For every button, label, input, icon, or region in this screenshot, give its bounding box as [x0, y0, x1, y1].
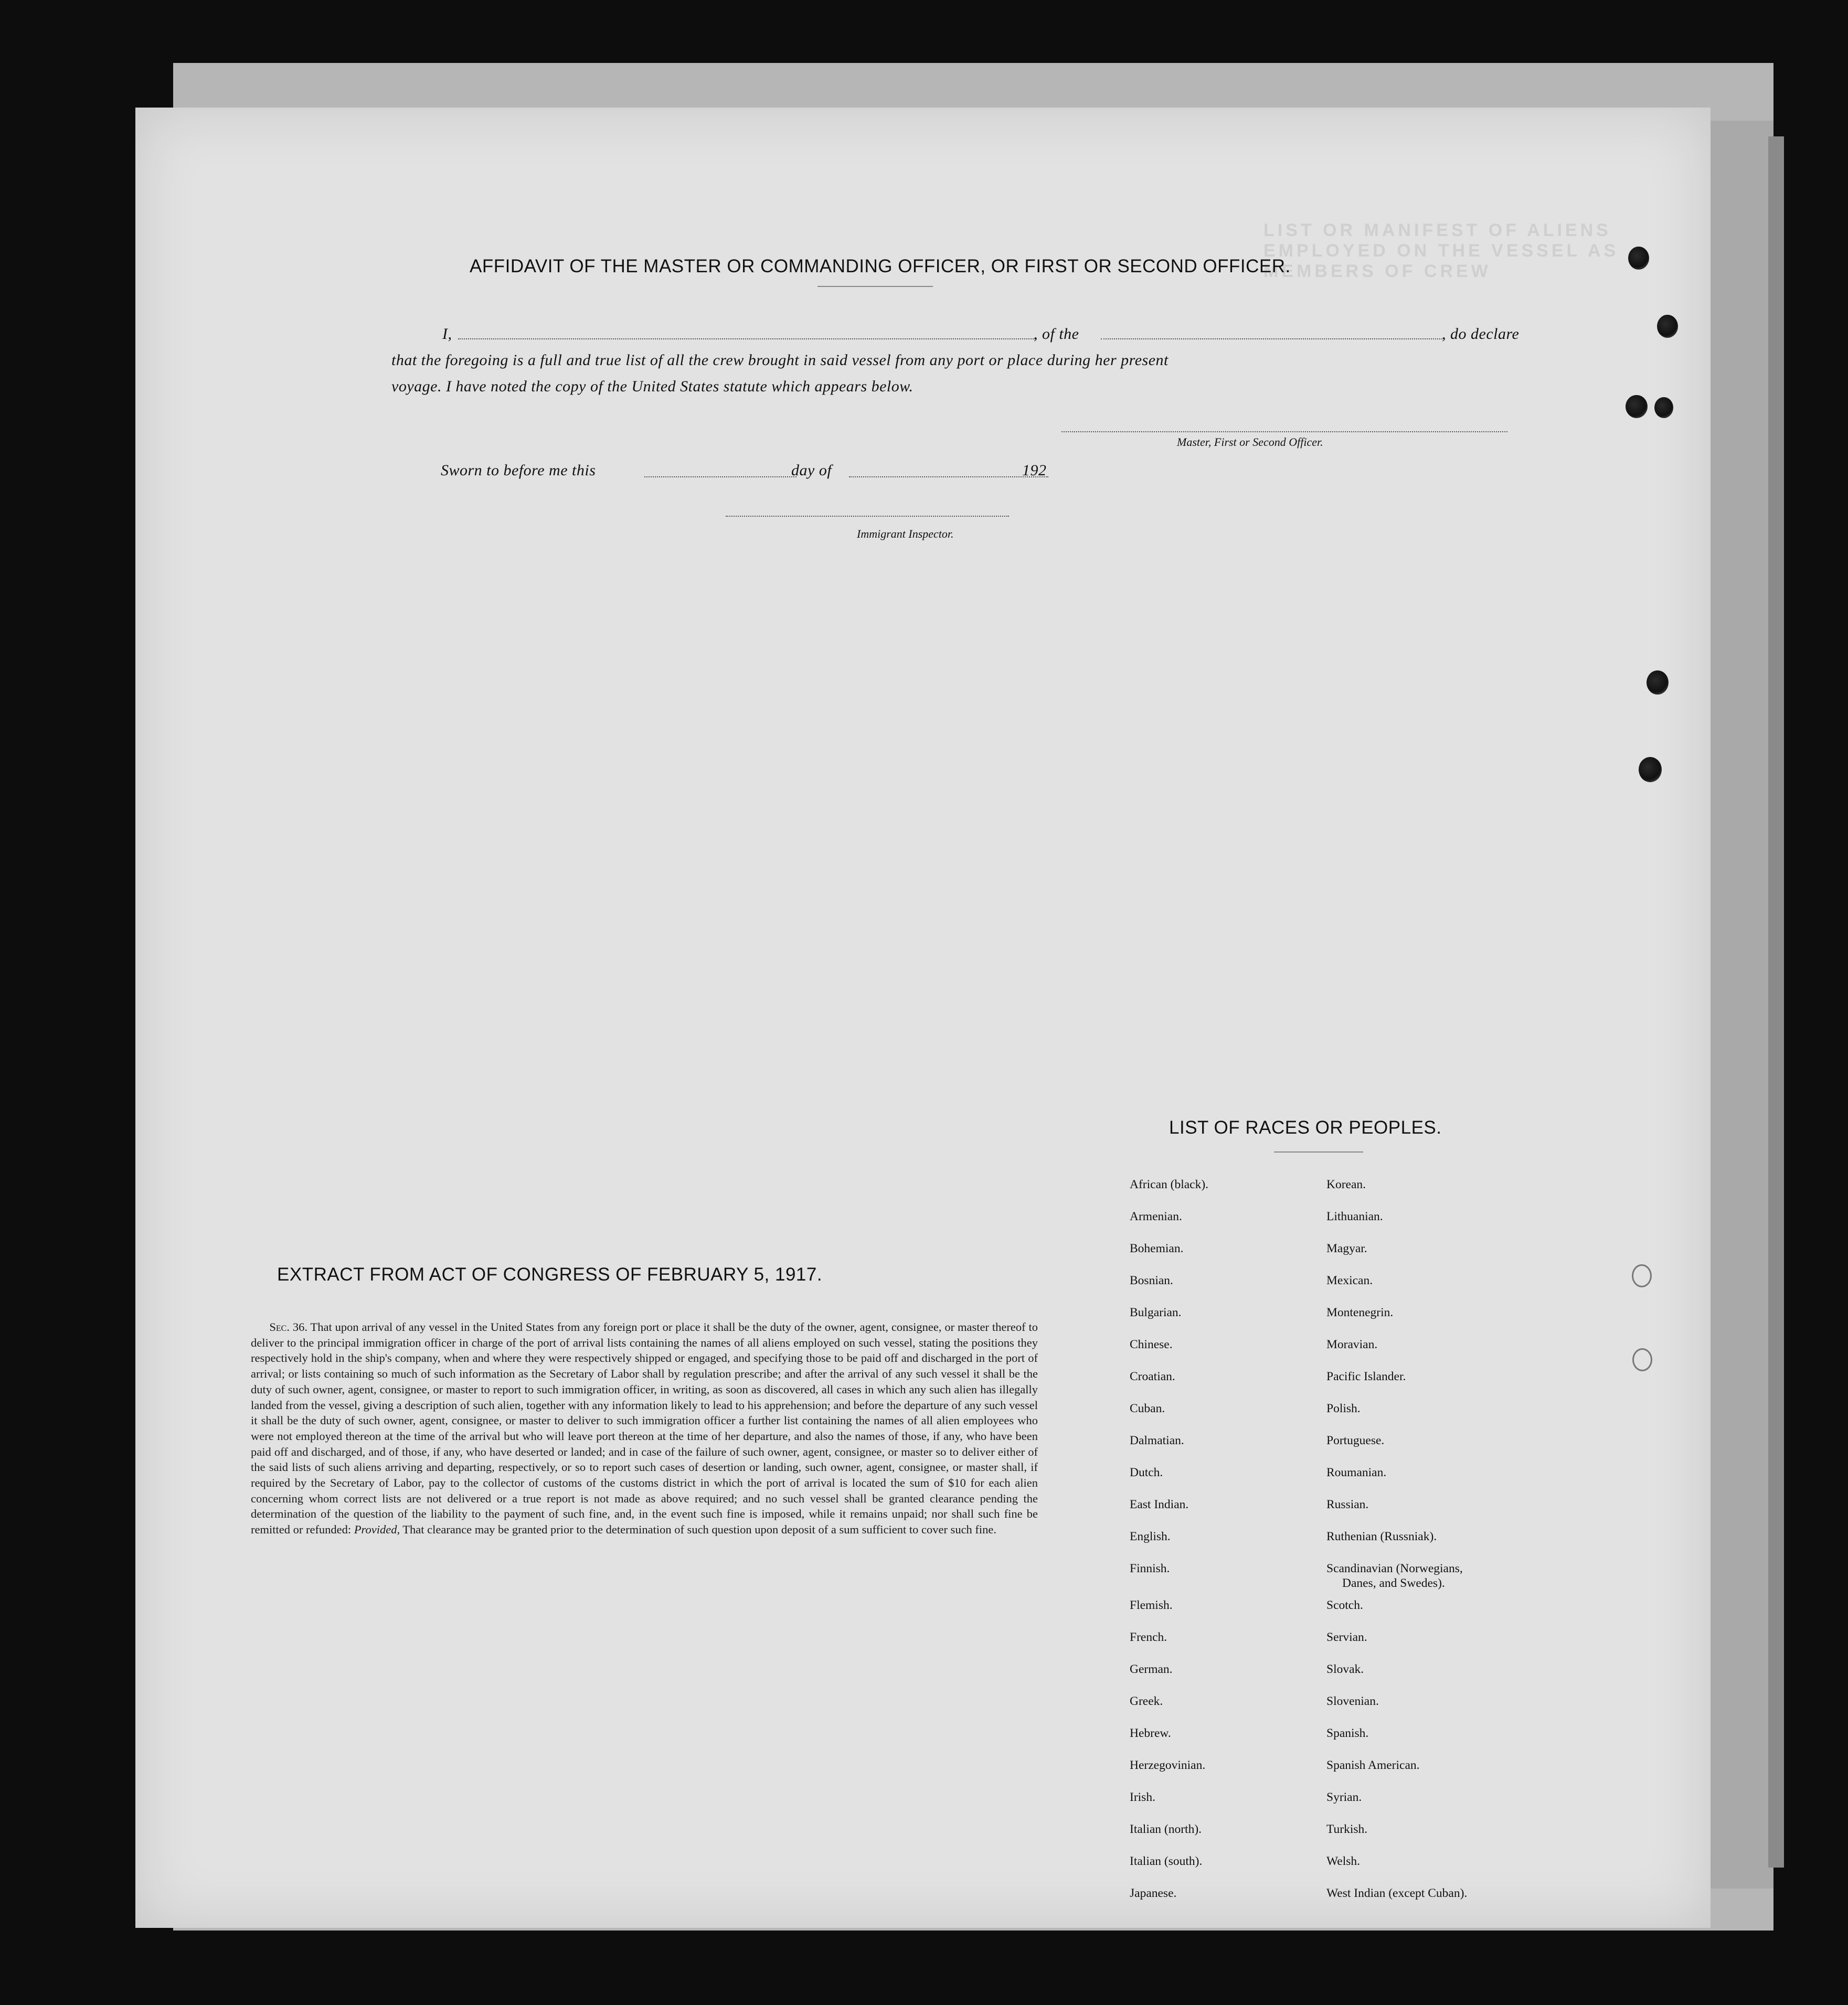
race-item: Italian (south).	[1130, 1854, 1203, 1868]
race-item: Montenegrin.	[1326, 1306, 1394, 1319]
race-item: Servian.	[1326, 1630, 1367, 1644]
extract-text-end: That clearance may be granted prior to the determination of such question upon deposit of a sum sufficient to cover such fine.	[402, 1523, 997, 1537]
punch-hole-reinforced	[1632, 1264, 1652, 1287]
race-item: Moravian.	[1326, 1338, 1378, 1351]
punch-hole	[1639, 757, 1662, 782]
race-item: French.	[1130, 1630, 1167, 1644]
sworn-day-of: day of	[791, 462, 832, 479]
race-item: Greek.	[1130, 1694, 1163, 1708]
document-page	[135, 108, 1711, 1928]
race-item: Ruthenian (Russniak).	[1326, 1530, 1437, 1543]
race-item-scandinavian-continued: Danes, and Swedes).	[1342, 1576, 1445, 1590]
race-item: Hebrew.	[1130, 1726, 1171, 1740]
race-item: Portuguese.	[1326, 1434, 1385, 1447]
race-item: Croatian.	[1130, 1370, 1175, 1383]
race-item: Chinese.	[1130, 1338, 1173, 1351]
race-item: Dalmatian.	[1130, 1434, 1184, 1447]
affidavit-title: AFFIDAVIT OF THE MASTER OR COMMANDING OFFICER, OR FIRST OR SECOND OFFICER.	[470, 256, 1291, 276]
race-item: Bohemian.	[1130, 1242, 1184, 1255]
sworn-day-blank[interactable]	[644, 476, 796, 477]
officer-label: Master, First or Second Officer.	[1177, 435, 1323, 449]
race-item: Syrian.	[1326, 1790, 1362, 1804]
race-item: Spanish.	[1326, 1726, 1369, 1740]
race-item: Japanese.	[1130, 1886, 1177, 1900]
race-item: English.	[1130, 1530, 1171, 1543]
extract-body	[251, 1319, 1038, 1538]
race-item: African (black).	[1130, 1178, 1209, 1191]
back-sheet-shadow	[1768, 136, 1784, 1868]
race-item: Herzegovinian.	[1130, 1758, 1206, 1772]
extract-provided: Provided,	[354, 1523, 400, 1537]
affidavit-line2: that the foregoing is a full and true list of all the crew brought in said vessel from any port or place during her present	[391, 351, 1169, 369]
race-item: Scotch.	[1326, 1598, 1363, 1612]
punch-hole	[1654, 397, 1673, 418]
race-item: Scandinavian (Norwegians,	[1326, 1562, 1463, 1575]
inspector-signature-line[interactable]	[726, 516, 1009, 517]
affidavit-i: I,	[442, 325, 452, 343]
race-item: Russian.	[1326, 1498, 1369, 1511]
punch-hole-reinforced	[1632, 1348, 1652, 1371]
extract-title: EXTRACT FROM ACT OF CONGRESS OF FEBRUARY 5, 1917.	[277, 1264, 823, 1285]
race-item: Armenian.	[1130, 1210, 1182, 1223]
race-item: Mexican.	[1326, 1274, 1373, 1287]
punch-hole	[1647, 670, 1669, 695]
punch-hole	[1628, 247, 1649, 270]
sworn-prefix: Sworn to before me this	[441, 462, 596, 479]
race-item: Italian (north).	[1130, 1822, 1202, 1836]
extract-text: That upon arrival of any vessel in the United States from any foreign port or place it shall be the duty of the owner, agent, consignee, or master thereof to deliver to the principal immigration officer in charge of the port of arrival lists containing the names of all aliens employed on such vessel, stating the positions they respectively hold in the ship's company, when and where they were respectively shipped or engaged, and specifying those to be paid off and discharged in the port of arrival; or lists containing so much of such information as the Secretary of Labor shall by regulation prescribe; and after the arrival of any such vessel it shall be the duty of such owner, agent, consignee, or master to report to such immigration officer, in writing, as soon as discovered, all cases in which any such alien has illegally landed from the vessel, giving a description of such alien, together with any information likely to lead to his apprehension; and before the departure of any such vessel it shall be the duty of such owner, agent, consignee, or master to deliver to such immigration officer a further list containing the names of all alien employees who were not employed thereon at the time of the arrival but who will leave port thereon at the time of her departure, and also the names of those, if any, who have been paid off and discharged, and of those, if any, who have deserted or landed; and in case of the failure of such owner, agent, consignee, or master so to deliver either of the said lists of such aliens arriving and departing, respectively, or so to report such cases of desertion or landing, such owner, agent, consignee, or master shall, if required by the Secretary of Labor, pay to the collector of customs of the customs district in which the port of arrival is located the sum of $10 for each alien concerning whom correct lists are not delivered or a true report is not made as above required; and no such vessel shall be granted clearance pending the determination of the question of the liability to the payment of such fine, and, in the event such fine is imposed, while it remains unpaid; nor shall such fine be remitted or refunded:	[251, 1320, 1038, 1537]
extract-section: Sec. 36.	[269, 1320, 307, 1334]
bleed-through-header: LIST OR MANIFEST OF ALIENS EMPLOYED ON THE VESSEL AS MEMBERS OF CREW	[1263, 220, 1619, 281]
race-item: Slovenian.	[1326, 1694, 1379, 1708]
race-item: Korean.	[1326, 1178, 1366, 1191]
races-rule	[1274, 1151, 1363, 1153]
races-title: LIST OF RACES OR PEOPLES.	[1169, 1117, 1442, 1138]
race-item: Pacific Islander.	[1326, 1370, 1406, 1383]
race-item: Polish.	[1326, 1402, 1361, 1415]
race-item: Welsh.	[1326, 1854, 1361, 1868]
race-item: Turkish.	[1326, 1822, 1368, 1836]
race-item: Magyar.	[1326, 1242, 1367, 1255]
race-item: East Indian.	[1130, 1498, 1189, 1511]
race-item: Roumanian.	[1326, 1466, 1387, 1479]
name-blank-line[interactable]	[458, 338, 1035, 339]
race-item: Bulgarian.	[1130, 1306, 1182, 1319]
punch-hole	[1657, 315, 1678, 338]
race-item: Flemish.	[1130, 1598, 1173, 1612]
race-item: Irish.	[1130, 1790, 1155, 1804]
affidavit-of-the: , of the	[1034, 325, 1079, 343]
race-item: Spanish American.	[1326, 1758, 1420, 1772]
vessel-blank-line[interactable]	[1101, 338, 1445, 339]
title-rule	[817, 286, 933, 287]
inspector-label: Immigrant Inspector.	[857, 527, 954, 540]
race-item: Lithuanian.	[1326, 1210, 1383, 1223]
affidavit-line3: voyage. I have noted the copy of the United States statute which appears below.	[391, 378, 914, 395]
race-item: German.	[1130, 1662, 1173, 1676]
sworn-year: 192	[1022, 462, 1047, 479]
race-item: Bosnian.	[1130, 1274, 1173, 1287]
race-item: Slovak.	[1326, 1662, 1364, 1676]
officer-signature-line[interactable]	[1061, 431, 1507, 432]
sworn-month-blank[interactable]	[849, 476, 1048, 477]
race-item: Dutch.	[1130, 1466, 1163, 1479]
punch-hole	[1626, 395, 1648, 418]
race-item: West Indian (except Cuban).	[1326, 1886, 1468, 1900]
affidavit-declare: , do declare	[1442, 325, 1520, 343]
race-item: Cuban.	[1130, 1402, 1165, 1415]
race-item: Finnish.	[1130, 1562, 1170, 1575]
